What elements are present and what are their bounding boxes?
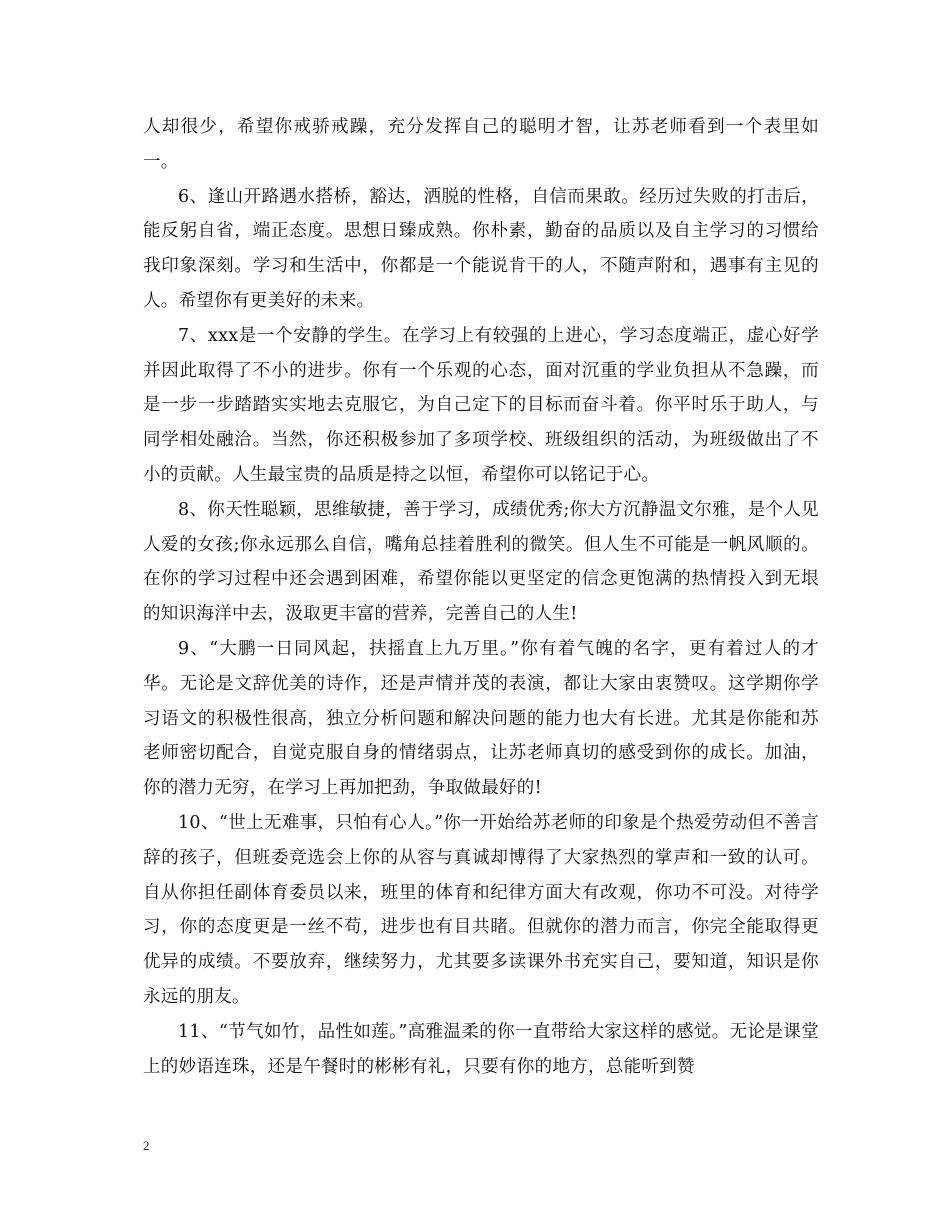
document-body bbox=[143, 110, 819, 1084]
paragraph-comment-6: 6、逢山开路遇水搭桥，豁达，洒脱的性格，自信而果敢。经历过失败的打击后，能反躬自省，端正态度。思想日臻成熟。你朴素，勤奋的品质以及自主学习的习惯给我印象深刻。学习和生活中，你都是一个能说肯干的人，不随声附和，遇事有主见的人。希望你有更美好的未来。 bbox=[143, 186, 819, 311]
paragraph-comment-10: 10、“世上无难事，只怕有心人。”你一开始给苏老师的印象是个热爱劳动但不善言辞的孩子，但班委竞选会上你的从容与真诚却博得了大家热烈的掌声和一致的认可。自从你担任副体育委员以来，班里的体育和纪律方面大有改观，你功不可没。对待学习，你的态度更是一丝不苟，进步也有目共睹。但就你的潜力而言，你完全能取得更优异的成绩。不要放弃，继续努力，尤其要多读课外书充实自己，要知道，知识是你永远的朋友。 bbox=[143, 812, 819, 1007]
paragraph-comment-7: 7、xxx是一个安静的学生。在学习上有较强的上进心，学习态度端正，虚心好学并因此取得了不小的进步。你有一个乐观的心态，面对沉重的学业负担从不急躁，而是一步一步踏踏实实地去克服它，为自己定下的目标而奋斗着。你平时乐于助人，与同学相处融洽。当然，你还积极参加了多项学校、班级组织的活动，为班级做出了不小的贡献。人生最宝贵的品质是持之以恒，希望你可以铭记于心。 bbox=[143, 325, 819, 485]
paragraph-continued: 人却很少，希望你戒骄戒躁，充分发挥自己的聪明才智，让苏老师看到一个表里如一。 bbox=[143, 117, 819, 172]
paragraph-comment-11: 11、“节气如竹，品性如莲。”高雅温柔的你一直带给大家这样的感觉。无论是课堂上的妙语连珠，还是午餐时的彬彬有礼，只要有你的地方，总能听到赞 bbox=[143, 1021, 819, 1077]
paragraph-comment-8: 8、你天性聪颖，思维敏捷，善于学习，成绩优秀;你大方沉静温文尔雅，是个人见人爱的女孩;你永远那么自信，嘴角总挂着胜利的微笑。但人生不可能是一帆风顺的。在你的学习过程中还会遇到困难，希望你能以更坚定的信念更饱满的热情投入到无垠的知识海洋中去，汲取更丰富的营养，完善自己的人生! bbox=[143, 499, 819, 625]
page-number: 2 bbox=[143, 1138, 150, 1153]
paragraph-comment-9: 9、“大鹏一日同风起，扶摇直上九万里。”你有着气魄的名字，更有着过人的才华。无论是文辞优美的诗作，还是声情并茂的表演，都让大家由衷赞叹。这学期你学习语文的积极性很高，独立分析问题和解决问题的能力也大有长进。尤其是你能和苏老师密切配合，自觉克服自身的情绪弱点，让苏老师真切的感受到你的成长。加油，你的潜力无穷，在学习上再加把劲，争取做最好的! bbox=[143, 638, 819, 799]
